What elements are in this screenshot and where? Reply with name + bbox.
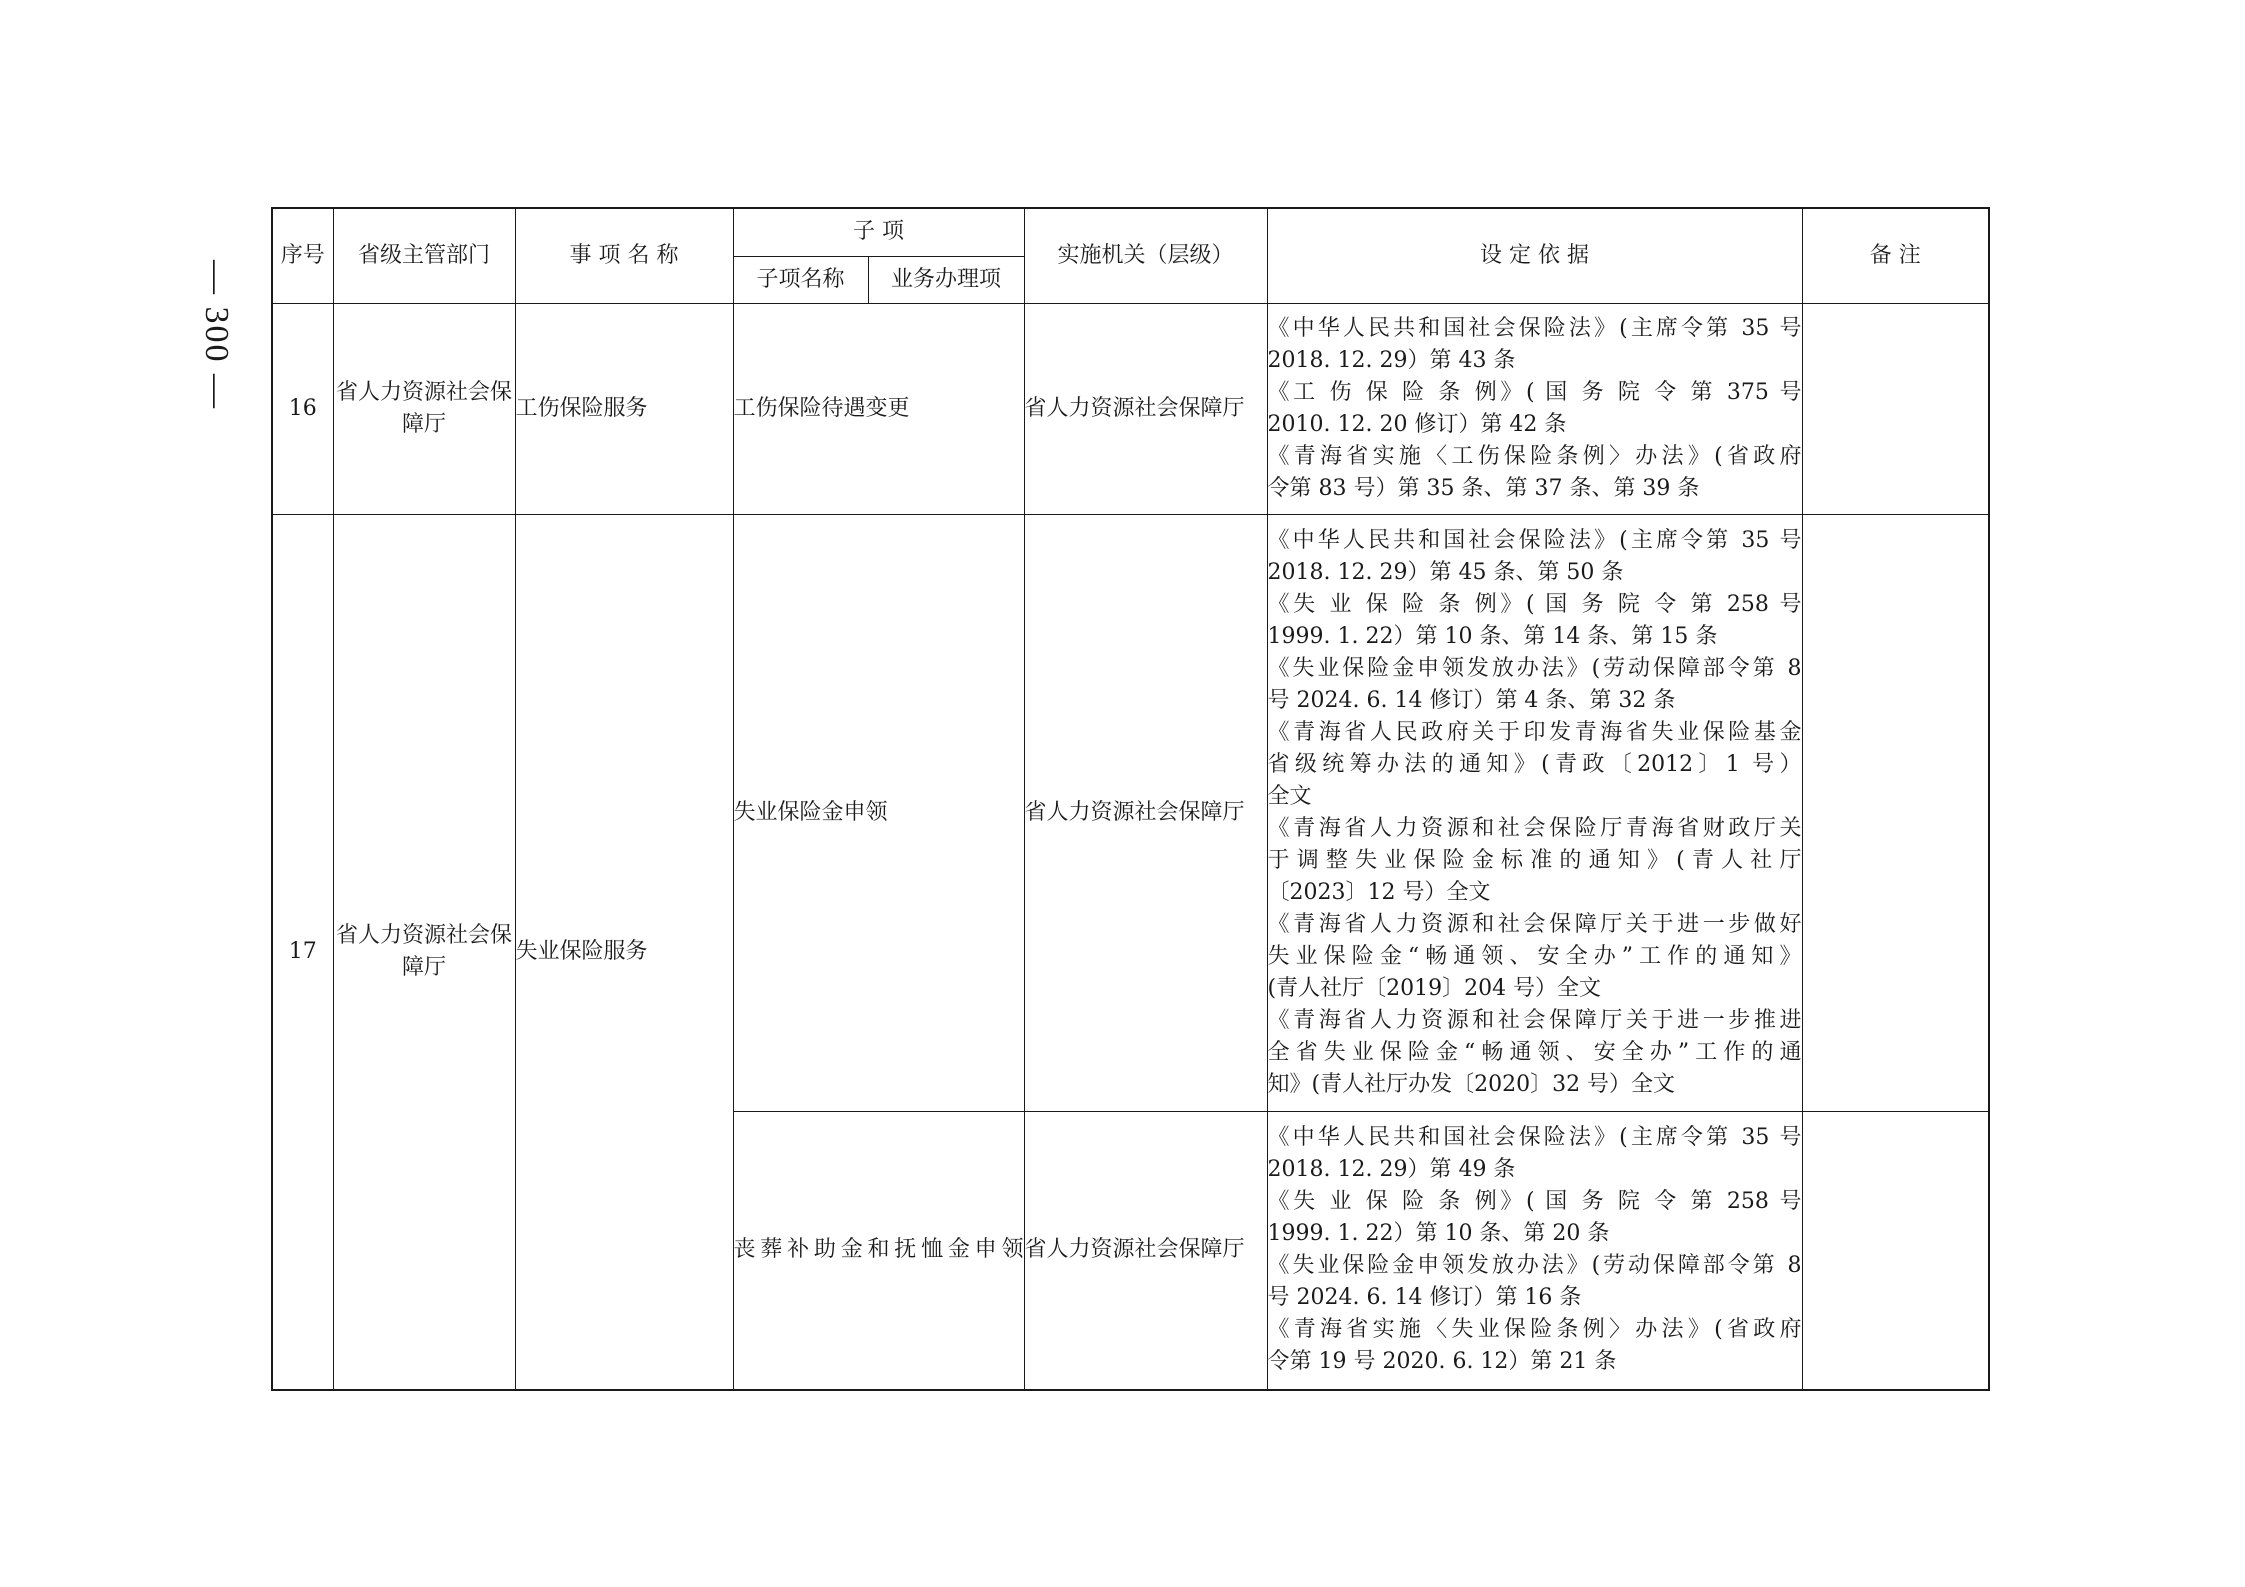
basis-cell xyxy=(1267,514,1802,1111)
basis-line: 《失 业 保 险 条 例》( 国 务 院 令 第 258 号 xyxy=(1267,591,1802,617)
subitem-name-value: 丧葬补助金和抚恤金申领 xyxy=(733,1237,1024,1262)
service-items-table xyxy=(271,207,1990,1391)
basis-cell xyxy=(1267,1111,1802,1390)
basis-line: 2018. 12. 29）第 49 条 xyxy=(1267,1157,1516,1182)
header-department: 省级主管部门 xyxy=(333,208,515,303)
basis-line: 号 2024. 6. 14 修订）第 4 条、第 32 条 xyxy=(1267,687,1676,713)
basis-line: 〔2023〕12 号）全文 xyxy=(1267,879,1491,905)
basis-line: 2018. 12. 29）第 43 条 xyxy=(1267,347,1516,373)
basis-line: 知》(青人社厅办发〔2020〕32 号）全文 xyxy=(1267,1071,1676,1097)
header-subitem-group: 子 项 xyxy=(733,208,1024,256)
basis-line: 《青海省人力资源和社会保险厅青海省财政厅关 xyxy=(1267,815,1802,841)
header-item-name: 事 项 名 称 xyxy=(515,208,733,303)
subitem-name-text: 失业保险金申领 xyxy=(733,799,888,825)
basis-line: 《中华人民共和国社会保险法》(主席令第 35 号 xyxy=(1267,527,1802,553)
table-row xyxy=(272,514,1989,1111)
basis-line: 1999. 1. 22）第 10 条、第 14 条、第 15 条 xyxy=(1267,623,1718,649)
subitem-name-text: 工伤保险待遇变更 xyxy=(733,395,910,421)
basis-line: 《青海省人民政府关于印发青海省失业保险基金 xyxy=(1267,719,1802,745)
basis-line: 《中华人民共和国社会保险法》(主席令第 35 号 xyxy=(1267,315,1802,341)
subitem-name-cell xyxy=(733,303,1024,514)
authority-cell: 省人力资源社会保障厅 xyxy=(1024,514,1267,1111)
page-number xyxy=(186,250,246,420)
subitem-name-cell xyxy=(733,514,1024,1111)
basis-line: 《青海省人力资源和社会保障厅关于进一步推进 xyxy=(1267,1007,1802,1033)
basis-line: 《失 业 保 险 条 例》( 国 务 院 令 第 258 号 xyxy=(1267,1189,1802,1214)
basis-line: 2018. 12. 29）第 45 条、第 50 条 xyxy=(1267,559,1624,585)
basis-line: 《青海省实施〈工伤保险条例〉办法》(省政府 xyxy=(1267,443,1802,469)
seq-cell: 16 xyxy=(272,303,333,514)
authority-cell: 省人力资源社会保障厅 xyxy=(1024,1111,1267,1390)
seq-cell: 17 xyxy=(272,514,333,1390)
department-text: 省人力资源社会保障厅 xyxy=(335,922,512,980)
department-text: 省人力资源社会保障厅 xyxy=(335,379,512,437)
department-cell xyxy=(333,514,515,1390)
basis-line: 令第 83 号）第 35 条、第 37 条、第 39 条 xyxy=(1267,475,1700,501)
table-row xyxy=(272,303,1989,514)
header-row-top xyxy=(272,208,1989,256)
authority-cell: 省人力资源社会保障厅 xyxy=(1024,303,1267,514)
basis-line: 《青海省人力资源和社会保障厅关于进一步做好 xyxy=(1267,911,1802,937)
basis-line: 全文 xyxy=(1267,783,1312,809)
basis-line: 《青海省实施〈失业保险条例〉办法》(省政府 xyxy=(1267,1317,1802,1342)
item-name-cell: 工伤保险服务 xyxy=(515,303,733,514)
basis-line: 《工 伤 保 险 条 例》( 国 务 院 令 第 375 号 xyxy=(1267,379,1802,405)
basis-line: 于调整失业保险金标准的通知》(青人社厅 xyxy=(1267,847,1802,873)
basis-line: 令第 19 号 2020. 6. 12）第 21 条 xyxy=(1267,1349,1617,1374)
header-business-item: 业务办理项 xyxy=(868,256,1024,303)
basis-line: 全省失业保险金“畅通领、安全办”工作的通 xyxy=(1267,1039,1802,1065)
subitem-name-cell xyxy=(733,1111,1024,1390)
header-subitem-name: 子项名称 xyxy=(733,256,868,303)
remarks-cell xyxy=(1802,1111,1989,1390)
basis-line: 失业保险金“畅通领、安全办”工作的通知》 xyxy=(1267,943,1802,969)
page-number-text: — 300 — xyxy=(198,260,235,410)
header-basis: 设 定 依 据 xyxy=(1267,208,1802,303)
header-seq: 序号 xyxy=(272,208,333,303)
remarks-cell xyxy=(1802,514,1989,1111)
basis-line: 省级统筹办法的通知》(青政〔2012〕1 号） xyxy=(1267,751,1802,777)
basis-line: 《失业保险金申领发放办法》(劳动保障部令第 8 xyxy=(1267,655,1802,681)
basis-line: 《中华人民共和国社会保险法》(主席令第 35 号 xyxy=(1267,1125,1802,1150)
item-name-cell: 失业保险服务 xyxy=(515,514,733,1390)
basis-line: 2010. 12. 20 修订）第 42 条 xyxy=(1267,411,1567,437)
basis-line: 《失业保险金申领发放办法》(劳动保障部令第 8 xyxy=(1267,1253,1802,1278)
basis-line: 1999. 1. 22）第 10 条、第 20 条 xyxy=(1267,1221,1610,1246)
basis-line: (青人社厅〔2019〕204 号）全文 xyxy=(1267,975,1602,1001)
header-authority: 实施机关（层级） xyxy=(1024,208,1267,303)
department-cell xyxy=(333,303,515,514)
basis-cell xyxy=(1267,303,1802,514)
subitem-name-text xyxy=(734,1234,1024,1266)
remarks-cell xyxy=(1802,303,1989,514)
basis-line: 号 2024. 6. 14 修订）第 16 条 xyxy=(1267,1285,1582,1310)
header-remarks: 备 注 xyxy=(1802,208,1989,303)
